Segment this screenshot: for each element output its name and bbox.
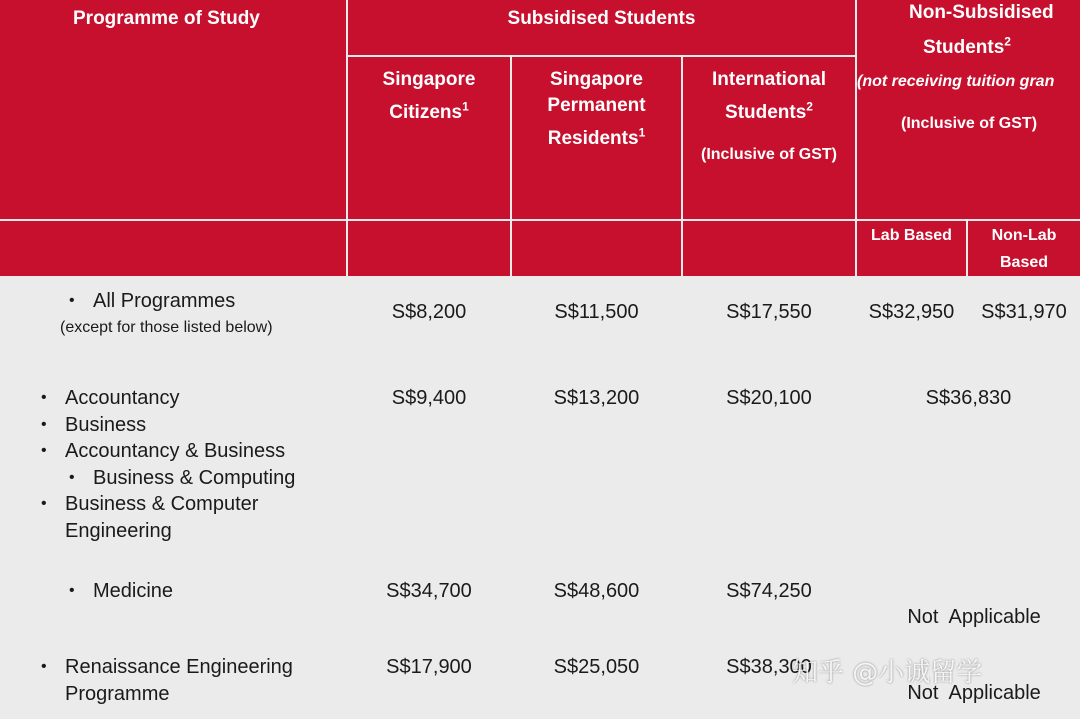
watermark: 知乎 @小诚留学: [792, 658, 983, 688]
header-international: [683, 57, 855, 219]
pr-line1: Singapore: [550, 69, 643, 90]
row2-pr-fee: [512, 376, 681, 568]
international-line1: International: [711, 69, 826, 90]
non-lab-line2: Based: [999, 254, 1049, 271]
header-row3-programme: [0, 221, 346, 276]
row1-non-lab-value: S$31,970: [981, 301, 1067, 323]
row4-non-subsidised-value: Not Applicable: [907, 682, 1041, 704]
header-row3-international: [683, 221, 855, 276]
row3-non-subsidised-fee: [857, 570, 1080, 643]
list-item: • All Programmes: [93, 288, 235, 315]
international-footnote: 2: [806, 99, 813, 114]
row4-citizens-fee: [348, 645, 510, 719]
pr-footnote: 1: [638, 125, 646, 140]
row4-pr-value: S$25,050: [553, 656, 640, 678]
row1-lab-fee: [857, 278, 966, 374]
list-item: • Business & Computer: [65, 491, 285, 518]
row4-citizens-value: S$17,900: [386, 656, 472, 678]
header-singapore-pr: [512, 57, 681, 219]
row4-international-value: S$38,300: [726, 656, 812, 678]
row1-programme: [0, 278, 346, 374]
row1-citizens-value: S$8,200: [391, 301, 467, 323]
row2-pr-value: S$13,200: [553, 387, 640, 409]
row1-programme-note: (except for those listed below): [60, 319, 273, 336]
header-singapore-citizens: [348, 57, 510, 219]
non-subsidised-title-line2: Students: [923, 37, 1005, 58]
row1-international-fee: [683, 278, 855, 374]
row1-pr-value: S$11,500: [554, 301, 639, 323]
list-item: • Accountancy & Business: [65, 438, 285, 465]
row2-non-subsidised-value: S$36,830: [925, 387, 1012, 409]
list-item: • Renaissance Engineering: [65, 654, 293, 681]
header-programme-label: Programme of Study: [73, 8, 260, 29]
list-item: • Medicine: [93, 578, 173, 605]
citizens-footnote: 1: [462, 99, 469, 114]
list-item-continuation: Engineering: [65, 519, 172, 542]
header-subsidised-students: [348, 0, 855, 55]
row3-international-value: S$74,250: [726, 580, 812, 602]
header-subsidised-label: Subsidised Students: [507, 8, 696, 29]
lab-based-label: Lab Based: [871, 227, 952, 244]
header-non-lab-based: [968, 221, 1080, 276]
header-row3-citizens: [348, 221, 510, 276]
row2-programme: [0, 376, 346, 568]
row3-non-subsidised-value: Not Applicable: [907, 606, 1041, 628]
row3-international-fee: [683, 570, 855, 643]
row3-pr-fee: [512, 570, 681, 643]
row1-non-lab-fee: [968, 278, 1080, 374]
row4-pr-fee: [512, 645, 681, 719]
header-lab-based: [857, 221, 966, 276]
list-item: • Business & Computing: [93, 465, 313, 492]
header-programme-of-study: [0, 0, 346, 219]
row1-lab-value: S$32,950: [868, 301, 955, 323]
row2-international-fee: [683, 376, 855, 568]
row1-international-value: S$17,550: [726, 301, 812, 323]
non-subsidised-note: (not receiving tuition gran: [857, 73, 1055, 90]
non-subsidised-gst: (Inclusive of GST): [901, 115, 1038, 132]
row1-pr-fee: [512, 278, 681, 374]
header-non-subsidised: [857, 0, 1080, 219]
row3-citizens-fee: [348, 570, 510, 643]
row3-programme: [0, 570, 346, 643]
non-subsidised-title-line1: Non-Subsidised: [909, 2, 1054, 23]
row3-citizens-value: S$34,700: [386, 580, 472, 602]
row2-international-value: S$20,100: [726, 387, 812, 409]
row4-programme: [0, 645, 346, 719]
row2-citizens-fee: [348, 376, 510, 568]
header-row3-pr: [512, 221, 681, 276]
row2-citizens-value: S$9,400: [391, 387, 467, 409]
row1-citizens-fee: [348, 278, 510, 374]
row3-pr-value: S$48,600: [553, 580, 640, 602]
row2-non-subsidised-fee: [857, 376, 1080, 568]
list-item: • Accountancy: [65, 385, 285, 412]
citizens-line1: Singapore: [382, 69, 476, 90]
list-item: • Business: [65, 412, 285, 439]
list-item-continuation: Programme: [65, 682, 170, 705]
pr-line2: Permanent: [547, 95, 646, 116]
international-gst: (Inclusive of GST): [700, 146, 837, 163]
non-lab-line1: Non-Lab: [991, 227, 1057, 244]
international-line2: Students: [725, 102, 807, 123]
non-subsidised-footnote: 2: [1004, 34, 1011, 49]
pr-line3: Residents: [547, 128, 639, 149]
citizens-line2: Citizens: [389, 102, 463, 123]
